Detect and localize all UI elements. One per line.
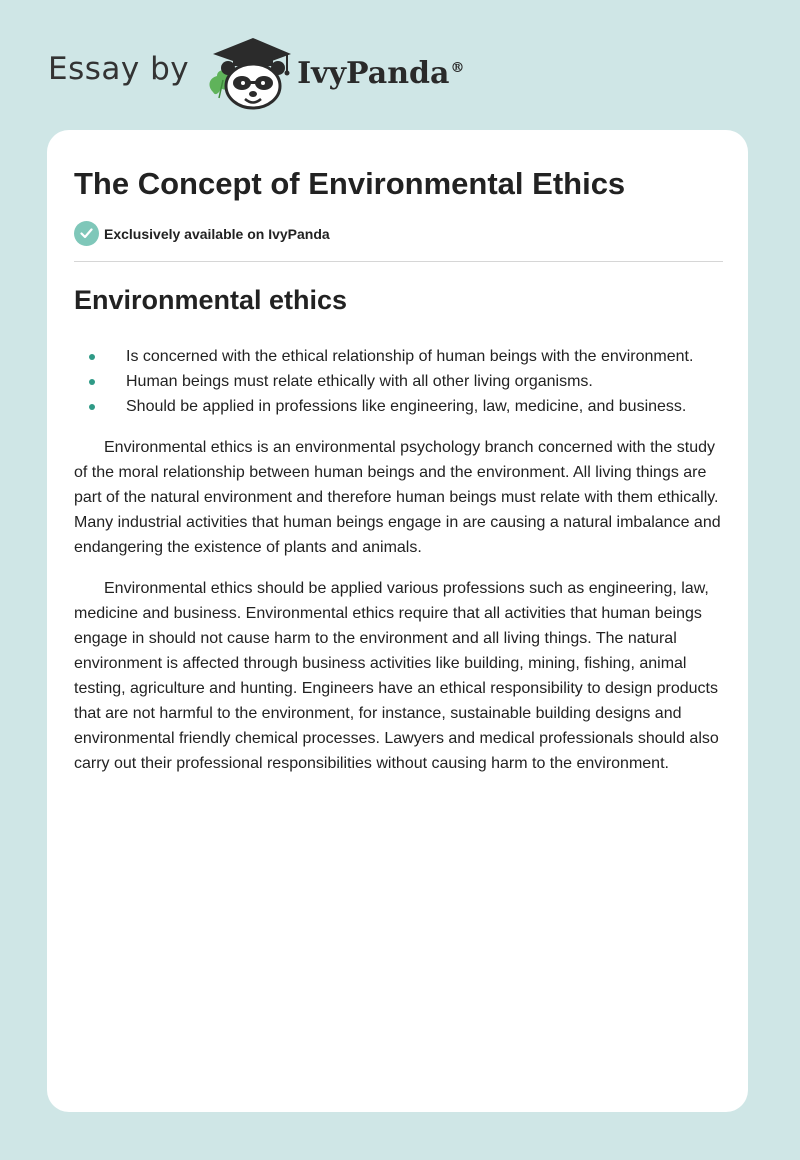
brand-name	[297, 56, 464, 91]
panda-logo-icon	[203, 32, 293, 112]
brand-name-text: IvyPanda	[297, 55, 450, 91]
bullet-dot-icon	[89, 404, 95, 410]
essay-title: The Concept of Environmental Ethics	[74, 166, 626, 201]
list-item	[74, 394, 724, 419]
essay-by-label: Essay by	[48, 51, 190, 87]
title-divider	[74, 261, 723, 262]
bullet-dot-icon	[89, 379, 95, 385]
bullet-text: Is concerned with the ethical relationship of human beings with the environment.	[126, 348, 694, 365]
registered-mark: ®	[450, 59, 465, 76]
body-paragraph-2: Environmental ethics should be applied various professions such as engineering, law, medicine and business. Environmental ethics require that all activities that human beings engage in should not cause harm to the environment and all living things. The natural environment is affected through business activities like building, mining, fishing, animal testing, agriculture and hunting. Engineers have an ethical responsibility to design products that are not harmful to the environment, for instance, sustainable building designs and environmental friendly chemical processes. Lawyers and medical professionals should also carry out their professional responsibilities without causing harm to the environment.	[74, 580, 719, 772]
bullet-text: Should be applied in professions like engineering, law, medicine, and business.	[126, 398, 687, 415]
exclusive-label: Exclusively available on IvyPanda	[104, 225, 330, 242]
brand-header[interactable]	[48, 32, 464, 112]
bullet-dot-icon	[89, 354, 95, 360]
essay-card	[47, 130, 748, 1112]
list-item	[74, 369, 724, 394]
check-icon	[74, 221, 99, 246]
list-item	[74, 344, 724, 369]
section-heading: Environmental ethics	[74, 285, 348, 315]
bullet-text: Human beings must relate ethically with all other living organisms.	[126, 373, 593, 390]
body-paragraph-1: Environmental ethics is an environmental psychology branch concerned with the study of the moral relationship between human beings and the environment. All living things are part of the natural environment and therefore human beings must relate with them ethically. Many industrial activities that human beings engage in are causing a natural imbalance and endangering the existence of plants and animals.	[74, 439, 721, 556]
summary-bullet-list	[74, 344, 724, 419]
exclusive-badge	[74, 221, 330, 246]
